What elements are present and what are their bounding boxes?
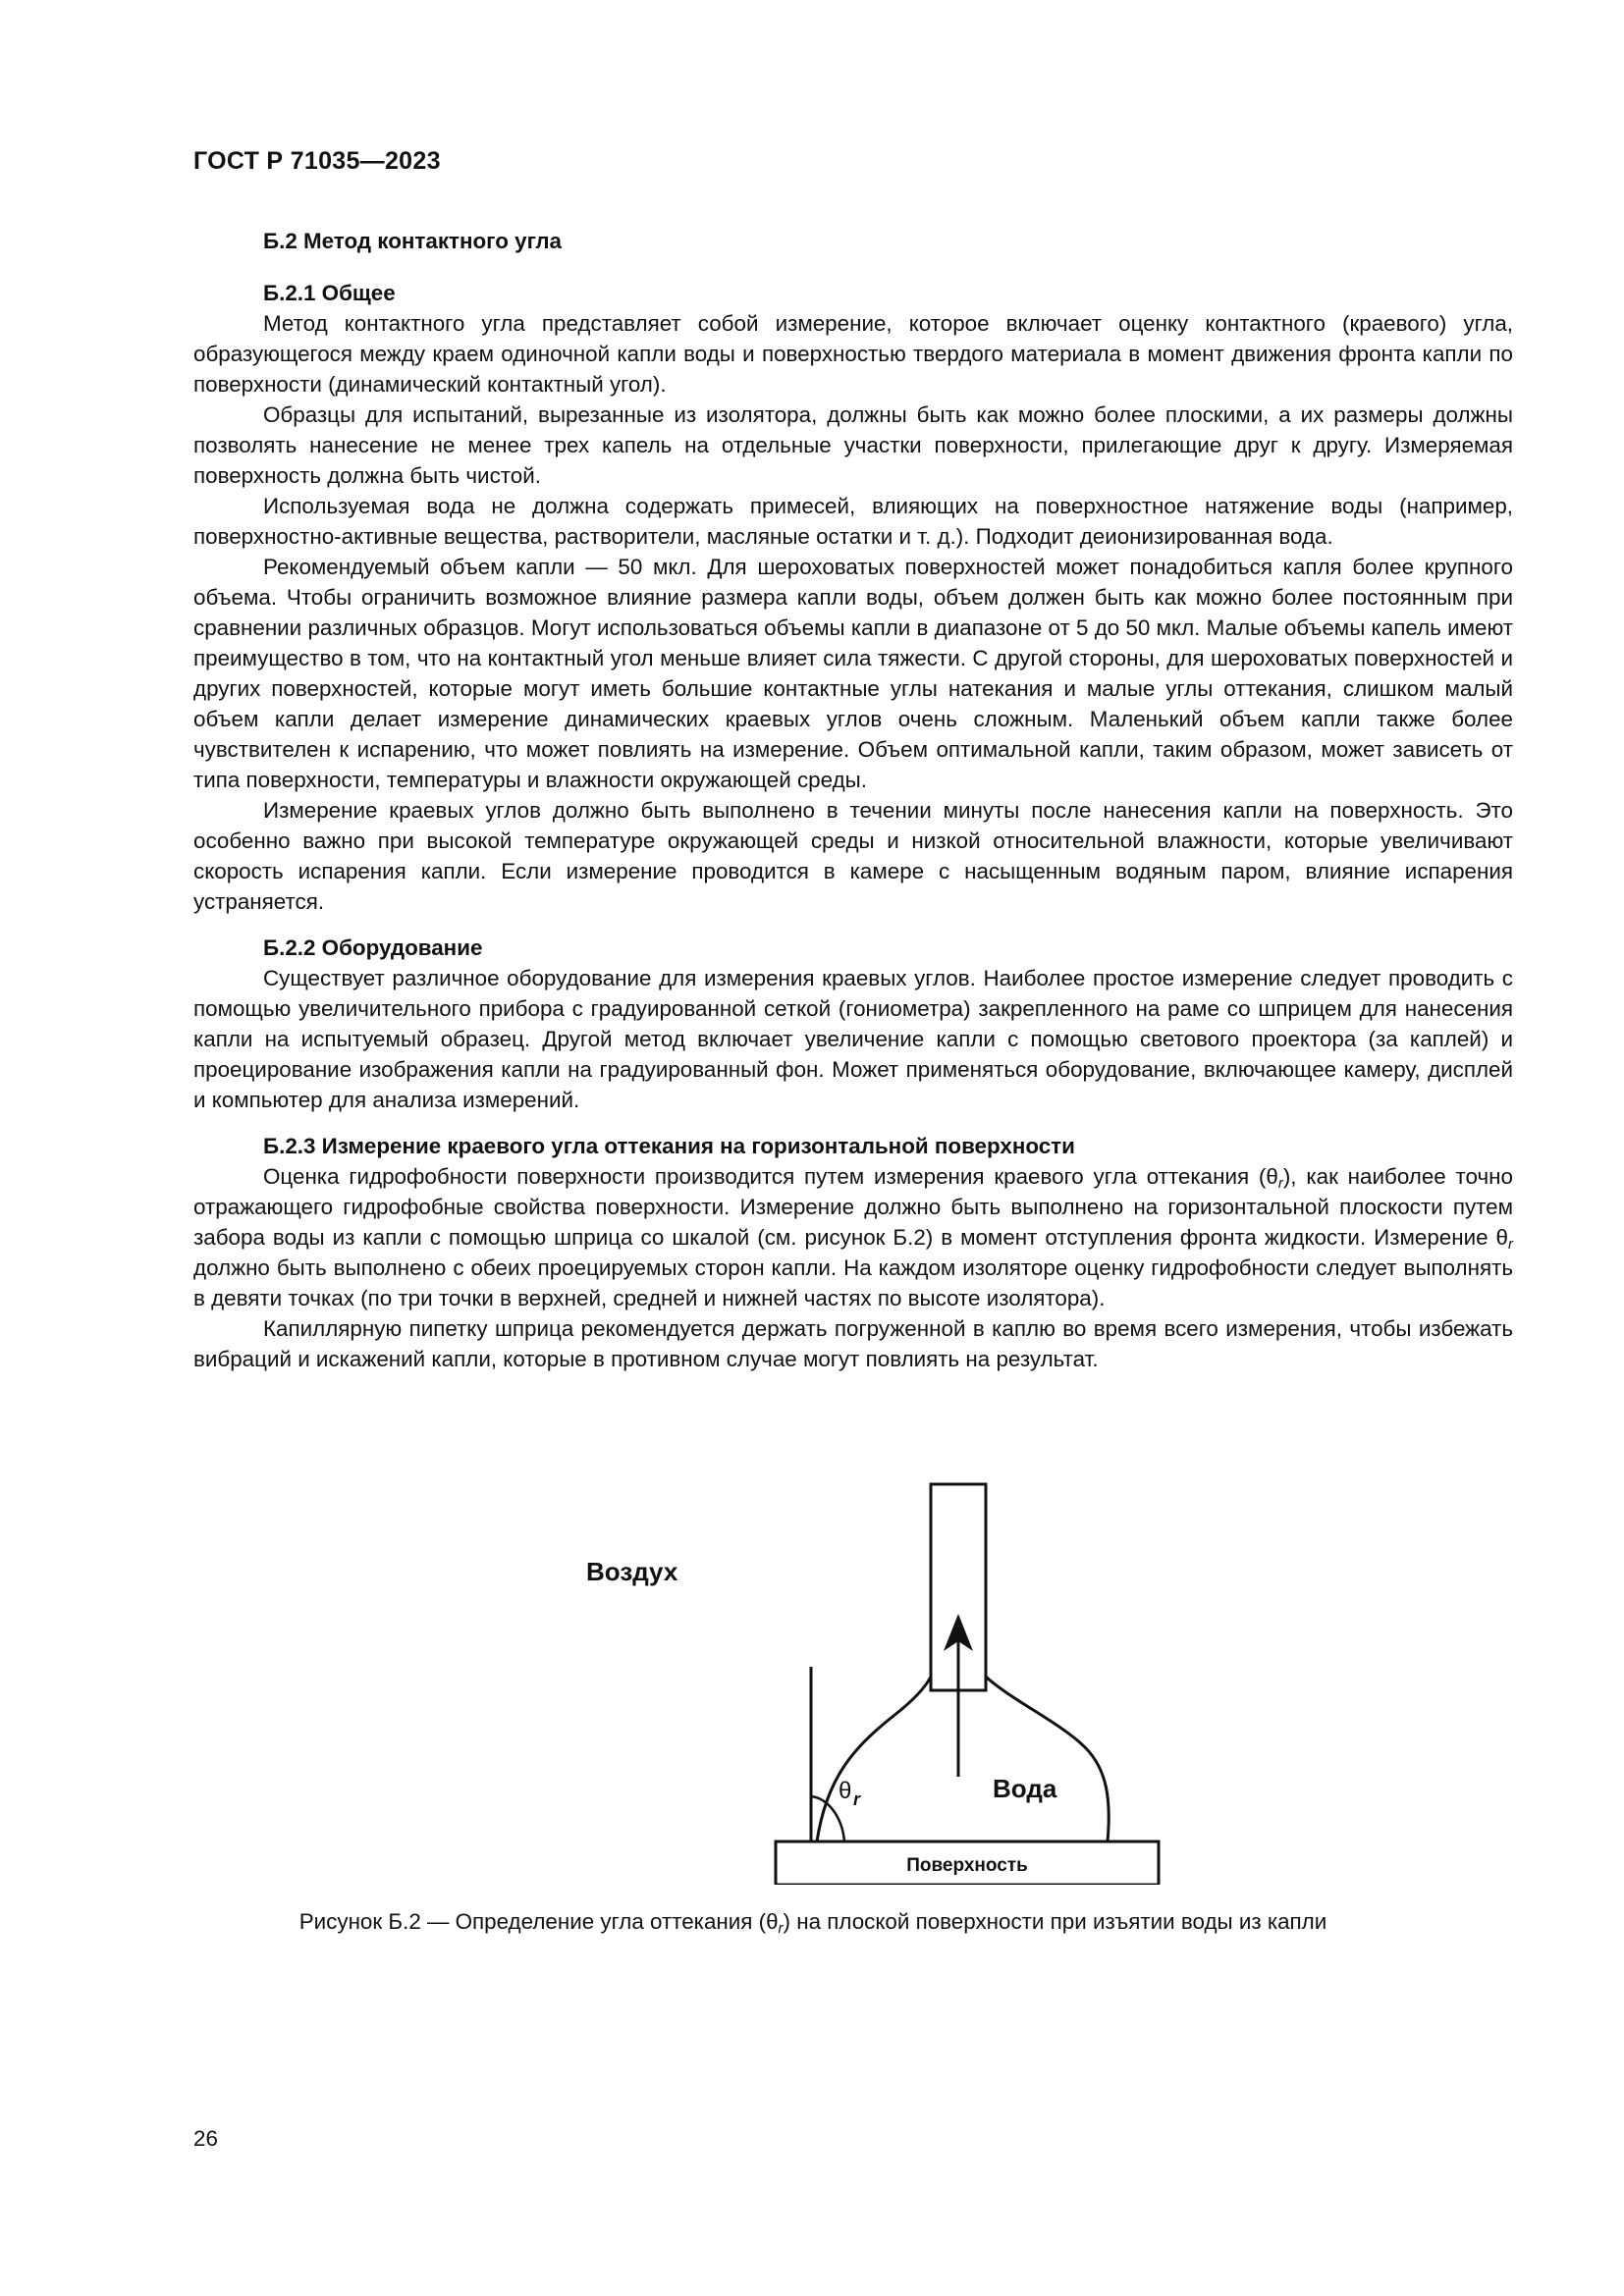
paragraph: Рекомендуемый объем капли — 50 мкл. Для шероховатых поверхностей может понадобиться капля более крупного объема. Чтобы ограничить возможное влияние размера капли воды, объем должен быть как можно более постоянным при сравнении различных образцов. Могут использоваться объемы капли в диапазоне от 5 до 50 мкл. Малые объемы капель имеют преимущество в том, что на контактный угол меньше влияет сила тяжести. С другой стороны, для шероховатых поверхностей и других поверхностей, которые могут иметь большие контактные углы натекания и малые углы оттекания, слишком малый объем капли делает измерение динамических краевых углов очень сложным. Маленький объем капли также более чувствителен к испарению, что может повлиять на измерение. Объем оптимальной капли, таким образом, может зависеть от типа поверхности, температуры и влажности окружающей среды.	[193, 555, 1513, 792]
drop-right-edge	[986, 1677, 1109, 1842]
label-water: Вода	[993, 1774, 1057, 1803]
section-title: Б.2 Метод контактного угла	[263, 229, 563, 253]
page-number: 26	[193, 2126, 218, 2151]
subscript: r	[1277, 1175, 1283, 1192]
paragraph: Существует различное оборудование для измерения краевых углов. Наиболее простое измерение следует проводить с помощью увеличительного прибора с градуированной сеткой (гониометра) закрепленного на раме со шприцем для нанесения капли на испытуемый образец. Другой метод включает увеличение капли с помощью светового проектора (за каплей) и проецирование изображения капли на градуированный фон. Может применяться оборудование, включающее камеру, дисплей и компьютер для анализа измерений.	[193, 966, 1513, 1112]
text-run: Оценка гидрофобности поверхности производится путем измерения краевого угла оттекания (θ	[263, 1164, 1278, 1189]
paragraph: Капиллярную пипетку шприца рекомендуется держать погруженной в каплю во время всего измерения, чтобы избежать вибраций и искажений капли, которые в противном случае могут повлиять на результат.	[193, 1316, 1513, 1371]
angle-symbol: θ	[839, 1778, 852, 1804]
paragraph	[193, 1161, 1513, 1313]
caption-text: Рисунок Б.2 — Определение угла оттекания (θ	[298, 1909, 779, 1934]
paragraph: Используемая вода не должна содержать примесей, влияющих на поверхностное натяжение воды (например, поверхностно-активные вещества, растворители, масляные остатки и т. д.). Подходит деионизированная вода.	[193, 494, 1513, 549]
drop-left-edge	[817, 1677, 931, 1842]
paragraph: Образцы для испытаний, вырезанные из изолятора, должны быть как можно более плоскими, а их размеры должны позволять нанесение не менее трех капель на отдельные участки поверхности, прилегающие друг к другу. Измеряемая поверхность должна быть чистой.	[193, 402, 1513, 488]
figure-diagram	[550, 1453, 1178, 1885]
paragraph: Метод контактного угла представляет собой измерение, которое включает оценку контактного (краевого) угла, образующегося между краем одиночной капли воды и поверхностью твердого материала в момент движения фронта капли по поверхности (динамический контактный угол).	[193, 311, 1513, 397]
text-run: ), как наиболее точно отражающего гидрофобные свойства поверхности. Измерение должно быть выполнено на горизонтальной плоскости путем забора воды из капли с помощью шприца со шкалой (см. рисунок Б.2) в момент отступления фронта жидкости. Измерение θ	[193, 1164, 1514, 1250]
subsection-title-measurement: Б.2.3 Измерение краевого угла оттекания на горизонтальной поверхности	[263, 1134, 1075, 1158]
caption-text: ) на плоской поверхности при изъятии воды из капли	[783, 1909, 1327, 1934]
label-air: Воздух	[586, 1557, 678, 1586]
subsection-title-equipment: Б.2.2 Оборудование	[263, 935, 483, 960]
subsection-title-general: Б.2.1 Общее	[263, 281, 396, 305]
figure-contact-angle	[550, 1453, 1178, 1885]
document-header: ГОСТ Р 71035—2023	[193, 147, 441, 175]
angle-subscript: r	[853, 1789, 861, 1809]
subscript: r	[1508, 1236, 1513, 1253]
label-surface: Поверхность	[906, 1855, 1028, 1876]
figure-caption	[193, 1909, 1433, 1935]
caption-subscript: r	[778, 1920, 784, 1937]
text-run: должно быть выполнено с обеих проецируемых сторон капли. На каждом изоляторе оценку гидрофобности следует выполнять в девяти точках (по три точки в верхней, средней и нижней частях по высоте изолятора).	[193, 1255, 1513, 1310]
document-body	[193, 226, 1513, 1374]
paragraph: Измерение краевых углов должно быть выполнено в течении минуты после нанесения капли на поверхность. Это особенно важно при высокой температуре окружающей среды и низкой относительной влажности, которые увеличивают скорость испарения капли. Если измерение проводится в камере с насыщенным водяным паром, влияние испарения устраняется.	[193, 798, 1513, 914]
